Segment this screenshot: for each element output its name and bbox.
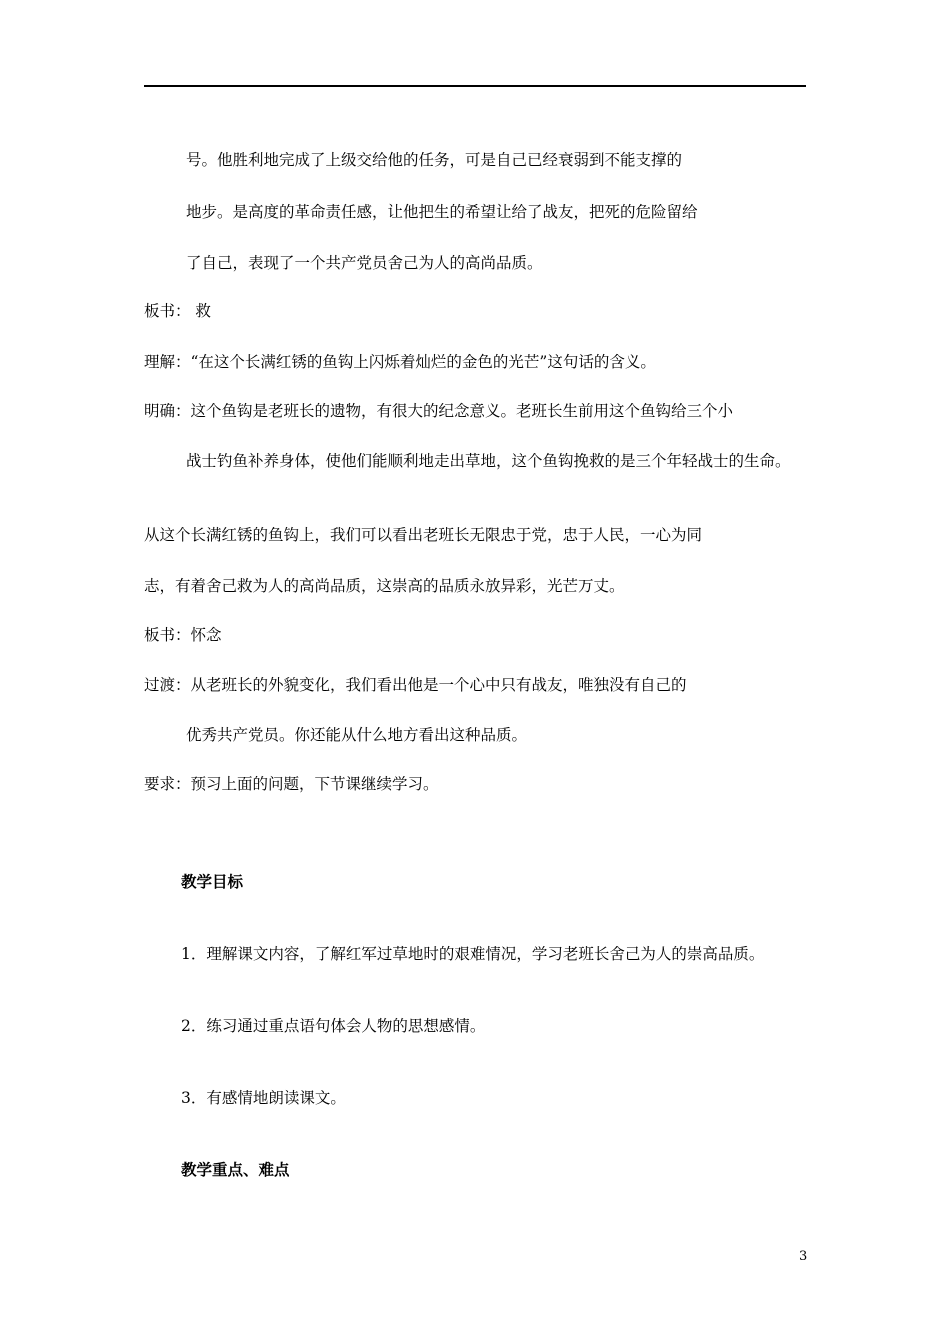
text-line: 地步。是高度的革命责任感，让他把生的希望让给了战友，把死的危险留给: [186, 203, 698, 221]
text-line: 过渡：从老班长的外貌变化，我们看出他是一个心中只有战友，唯独没有自己的: [144, 676, 687, 694]
text-line: 志，有着舍己救为人的高尚品质，这崇高的品质永放异彩，光芒万丈。: [144, 577, 625, 595]
objectives-heading: 教学目标: [181, 872, 244, 891]
text-line: 了自己，表现了一个共产党员舍己为人的高尚品质。: [186, 254, 543, 272]
text-line: 理解：“在这个长满红锈的鱼钩上闪烁着灿烂的金色的光芒”这句话的含义。: [144, 353, 656, 371]
key-points-heading: 教学重点、难点: [181, 1160, 290, 1179]
text-line: 号。他胜利地完成了上级交给他的任务，可是自己已经衰弱到不能支撑的: [186, 151, 683, 169]
objective-item: 1．理解课文内容，了解红军过草地时的艰难情况，学习老班长舍己为人的崇高品质。: [181, 945, 765, 963]
header-rule: [144, 85, 806, 87]
board-note-remember: 板书：怀念: [144, 626, 222, 644]
objective-item: 2．练习通过重点语句体会人物的思想感情。: [181, 1017, 486, 1035]
board-note-save: 板书： 救: [144, 302, 211, 320]
text-line: 要求：预习上面的问题，下节课继续学习。: [144, 775, 439, 793]
text-paragraph: 战士钓鱼补养身体，使他们能顺利地走出草地，这个鱼钩挽救的是三个年轻战士的生命。: [186, 452, 791, 470]
text-line: 明确：这个鱼钩是老班长的遗物，有很大的纪念意义。老班长生前用这个鱼钩给三个小: [144, 402, 734, 420]
text-line: 优秀共产党员。你还能从什么地方看出这种品质。: [186, 726, 528, 744]
objective-item: 3．有感情地朗读课文。: [181, 1089, 346, 1107]
text-line: 从这个长满红锈的鱼钩上，我们可以看出老班长无限忠于党，忠于人民，一心为同: [144, 526, 703, 544]
page-number: 3: [799, 1249, 808, 1264]
